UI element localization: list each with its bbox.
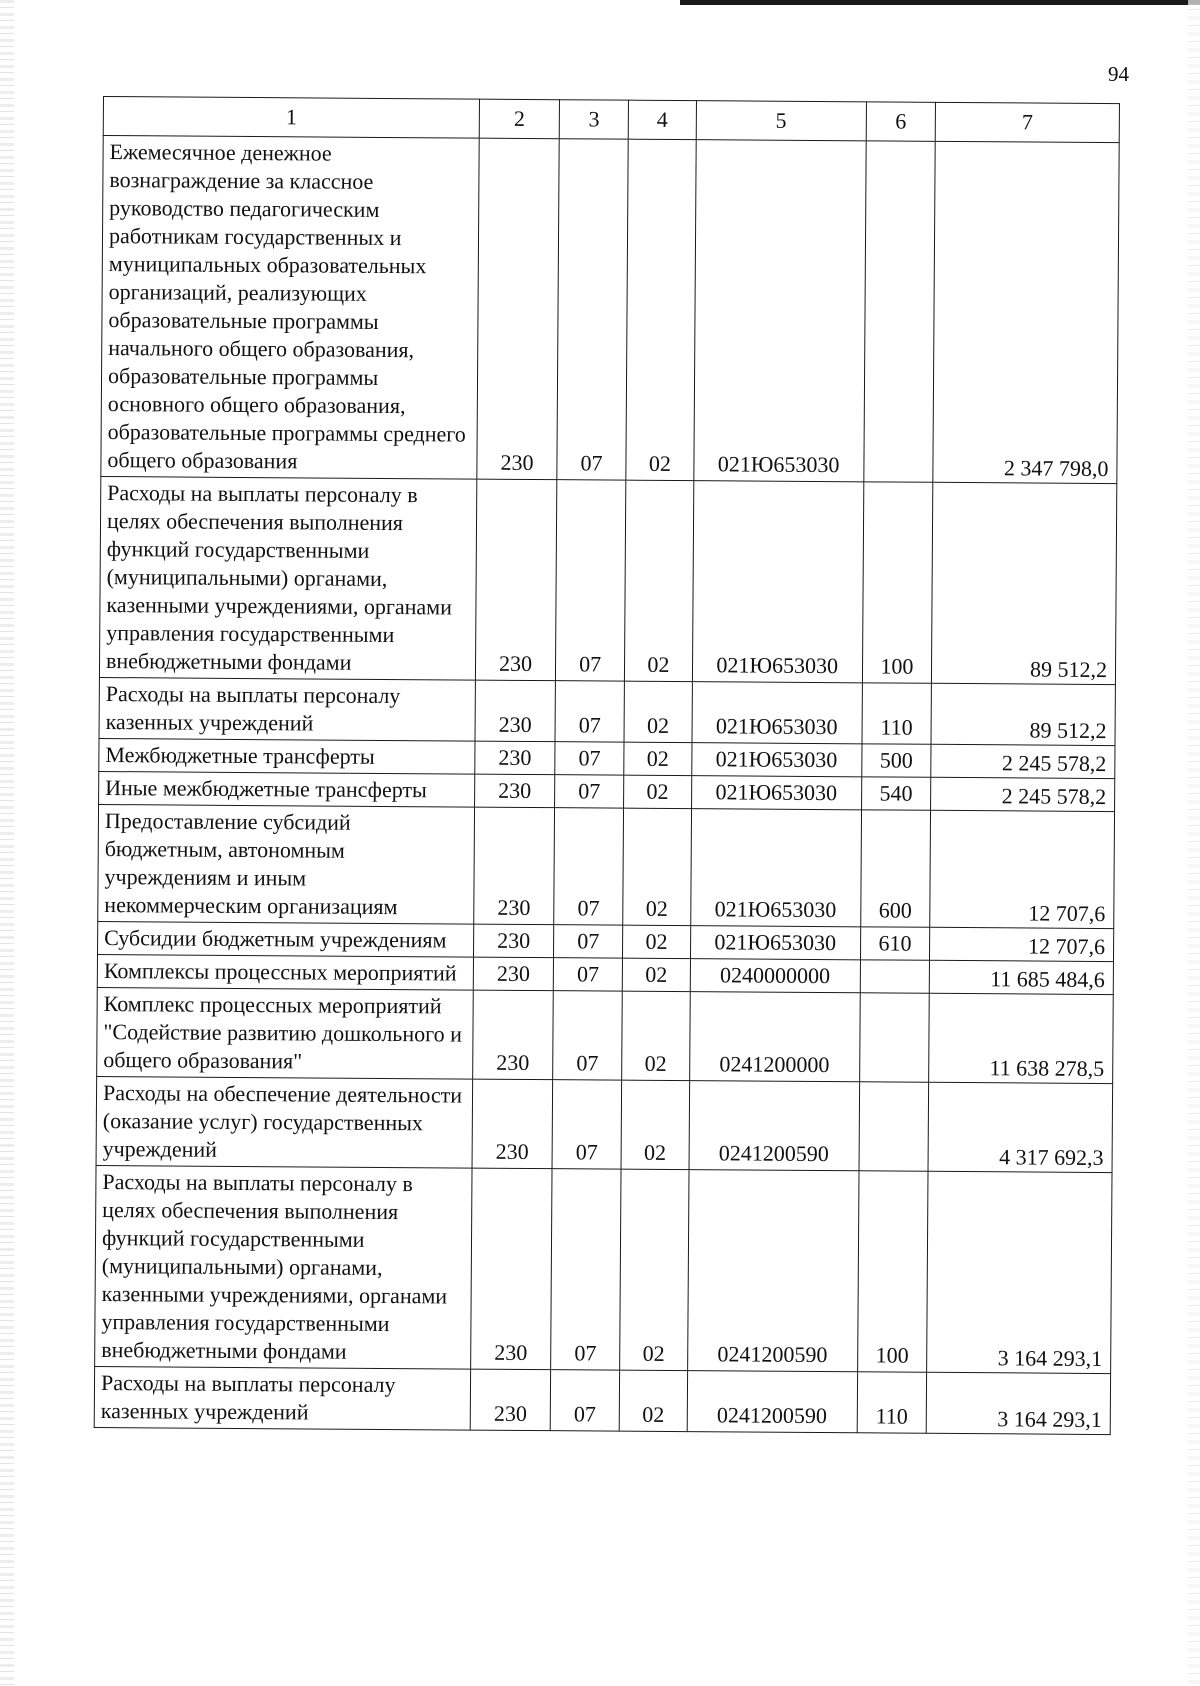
row-name: Расходы на обеспечение деятельности (оказание услуг) государственных учреждений xyxy=(96,1076,473,1168)
row-amount: 2 245 578,2 xyxy=(931,744,1115,778)
row-code-4: 02 xyxy=(626,139,696,480)
column-header: 1 xyxy=(103,97,479,139)
row-name: Комплекс процессных мероприятий "Содействие развитию дошкольного и общего образования" xyxy=(97,987,474,1079)
row-amount: 3 164 293,1 xyxy=(927,1171,1112,1373)
row-code-4: 02 xyxy=(624,742,691,775)
row-code-3: 07 xyxy=(554,808,624,925)
row-amount: 11 638 278,5 xyxy=(929,993,1114,1083)
row-amount: 3 164 293,1 xyxy=(926,1372,1110,1434)
row-code-3: 07 xyxy=(555,742,625,775)
row-name: Иные межбюджетные трансферты xyxy=(99,771,475,807)
row-amount: 89 512,2 xyxy=(932,482,1117,684)
row-code-4: 02 xyxy=(620,1169,689,1370)
budget-table xyxy=(94,96,1120,1435)
row-code-2: 230 xyxy=(473,990,553,1080)
row-amount: 2 245 578,2 xyxy=(931,777,1115,811)
row-name: Субсидии бюджетным учреждениям xyxy=(98,921,474,957)
column-header: 5 xyxy=(696,101,866,141)
row-code-3: 07 xyxy=(550,1370,620,1431)
scan-left-edge xyxy=(0,0,14,1686)
row-code-6 xyxy=(859,993,929,1082)
row-code-3: 07 xyxy=(553,958,623,991)
row-code-3: 07 xyxy=(553,991,623,1080)
row-code-2: 230 xyxy=(470,1369,550,1431)
row-code-2: 230 xyxy=(473,957,553,991)
row-code-4: 02 xyxy=(623,958,690,991)
row-code-2: 230 xyxy=(475,774,555,808)
column-header: 2 xyxy=(479,99,559,139)
column-header: 4 xyxy=(629,100,697,139)
row-amount: 11 685 484,6 xyxy=(929,960,1113,994)
row-code-3: 07 xyxy=(557,139,629,480)
table-row xyxy=(99,677,1115,745)
row-code-6: 100 xyxy=(862,482,933,683)
row-amount: 89 512,2 xyxy=(931,683,1115,745)
row-amount: 12 707,6 xyxy=(930,927,1114,961)
row-amount: 12 707,6 xyxy=(930,810,1115,928)
row-code-6: 600 xyxy=(860,810,930,927)
row-code-5: 021Ю653030 xyxy=(692,682,863,744)
row-code-2: 230 xyxy=(472,1079,552,1169)
row-code-3: 07 xyxy=(555,480,626,681)
column-header: 6 xyxy=(866,102,936,141)
table-row xyxy=(97,987,1114,1083)
row-code-5: 0241200590 xyxy=(689,1081,860,1171)
row-code-5: 0241200000 xyxy=(689,992,860,1082)
row-code-5: 021Ю653030 xyxy=(691,776,861,810)
page-number: 94 xyxy=(1108,62,1129,86)
row-code-5: 021Ю653030 xyxy=(690,809,861,927)
row-code-6 xyxy=(860,960,930,993)
row-code-6 xyxy=(864,141,936,482)
row-code-6: 100 xyxy=(857,1171,928,1372)
row-code-6: 540 xyxy=(861,777,931,810)
row-code-3: 07 xyxy=(552,1080,622,1169)
row-code-5: 0240000000 xyxy=(690,959,860,993)
row-name: Расходы на выплаты персоналу казенных учреждений xyxy=(94,1366,471,1430)
row-name: Расходы на выплаты персоналу казенных учреждений xyxy=(99,677,476,741)
row-code-3: 07 xyxy=(555,775,625,808)
scan-right-edge xyxy=(1188,0,1200,1686)
row-code-2: 230 xyxy=(471,1168,552,1370)
row-name: Предоставление субсидий бюджетным, автономным учреждениям и иным некоммерческим организациям xyxy=(98,804,475,924)
row-code-4: 02 xyxy=(624,681,692,742)
row-code-3: 07 xyxy=(555,681,625,742)
row-code-4: 02 xyxy=(625,480,694,681)
table-row xyxy=(96,1076,1113,1172)
row-code-2: 230 xyxy=(474,924,554,958)
scan-top-rule xyxy=(680,0,1200,5)
row-code-4: 02 xyxy=(623,925,690,958)
row-code-6 xyxy=(859,1082,929,1171)
table-row xyxy=(94,1366,1110,1434)
row-code-6: 500 xyxy=(862,744,932,777)
row-code-5: 021Ю653030 xyxy=(690,926,860,960)
row-name: Межбюджетные трансферты xyxy=(99,738,475,774)
row-code-4: 02 xyxy=(624,775,691,808)
row-code-5: 0241200590 xyxy=(687,1170,859,1372)
row-amount: 4 317 692,3 xyxy=(928,1082,1113,1172)
row-code-4: 02 xyxy=(620,1370,688,1431)
table-row xyxy=(95,1165,1112,1373)
row-code-3: 07 xyxy=(553,925,623,958)
row-code-2: 230 xyxy=(477,138,559,480)
row-code-5: 021Ю653030 xyxy=(693,140,866,482)
row-amount: 2 347 798,0 xyxy=(933,141,1119,483)
column-header: 7 xyxy=(935,102,1119,142)
row-code-6: 610 xyxy=(860,927,930,960)
row-code-2: 230 xyxy=(475,680,555,742)
table-row xyxy=(101,136,1119,484)
row-code-4: 02 xyxy=(623,808,691,925)
row-code-5: 021Ю653030 xyxy=(692,481,864,683)
row-name: Комплексы процессных мероприятий xyxy=(97,954,473,990)
row-code-2: 230 xyxy=(476,479,557,681)
row-code-2: 230 xyxy=(475,741,555,775)
row-name: Расходы на выплаты персоналу в целях обеспечения выполнения функций государственными (муниципальными) органами, казенными учреждениями, органами управления государственными внебюджетными фондами xyxy=(99,476,477,680)
row-code-5: 0241200590 xyxy=(687,1371,858,1433)
column-header: 3 xyxy=(559,100,629,139)
row-name: Ежемесячное денежное вознаграждение за классное руководство педагогическим работникам государственных и муниципальных образовательных организаций, реализующих образовательные программы начального общего образования, образовательные программы основного общего образования, образовательные программы среднего общего образования xyxy=(101,136,480,480)
row-code-5: 021Ю653030 xyxy=(691,743,861,777)
row-code-6: 110 xyxy=(862,683,932,744)
table-row xyxy=(98,804,1115,928)
row-code-4: 02 xyxy=(621,1080,689,1169)
row-code-4: 02 xyxy=(622,991,690,1080)
row-code-2: 230 xyxy=(474,807,555,925)
row-code-6: 110 xyxy=(857,1372,927,1433)
row-code-3: 07 xyxy=(551,1169,622,1370)
table-row xyxy=(99,476,1116,684)
row-name: Расходы на выплаты персоналу в целях обеспечения выполнения функций государственными (муниципальными) органами, казенными учреждениями, органами управления государственными внебюджетными фондами xyxy=(95,1165,473,1369)
